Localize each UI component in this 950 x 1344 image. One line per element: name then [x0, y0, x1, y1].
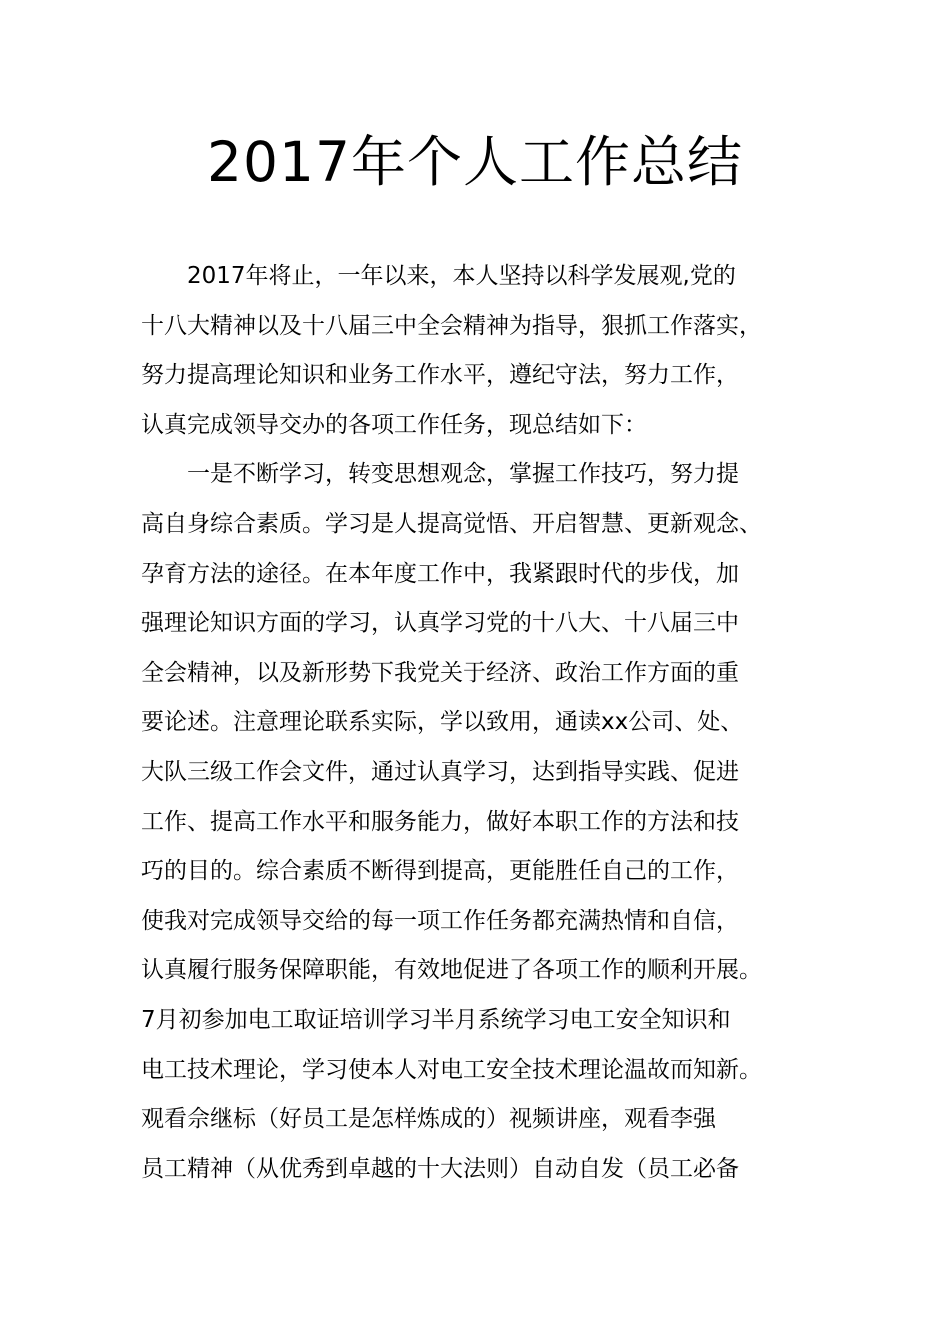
paragraph-2-line-15: 员工精神（从优秀到卓越的十大法则）自动自发（员工必备 — [141, 1155, 739, 1182]
paragraph-2-line-3: 孕育方法的途径。在本年度工作中，我紧跟时代的步伐，加 — [141, 560, 739, 587]
paragraph-2-line-9: 巧的目的。综合素质不断得到提高，更能胜任自己的工作， — [141, 858, 739, 885]
paragraph-2-line-6: 要论述。注意理论联系实际，学以致用，通读xx公司、处、 — [141, 709, 744, 736]
paragraph-2-line-2: 高自身综合素质。学习是人提高觉悟、开启智慧、更新观念、 — [141, 510, 762, 537]
paragraph-2-line-14: 观看佘继标（好员工是怎样炼成的）视频讲座，观看李强 — [141, 1106, 716, 1133]
paragraph-1-line-4: 认真完成领导交办的各项工作任务，现总结如下： — [141, 411, 647, 438]
paragraph-2-line-4: 强理论知识方面的学习，认真学习党的十八大、十八届三中 — [141, 610, 739, 637]
paragraph-1-line-3: 努力提高理论知识和业务工作水平，遵纪守法，努力工作， — [141, 362, 739, 389]
paragraph-1-line-1: 2017年将止，一年以来，本人坚持以科学发展观,党的 — [187, 263, 736, 289]
paragraph-2-line-13: 电工技术理论，学习使本人对电工安全技术理论温故而知新。 — [141, 1056, 762, 1083]
paragraph-2-line-10: 使我对完成领导交给的每一项工作任务都充满热情和自信， — [141, 907, 739, 934]
paragraph-2-line-8: 工作、提高工作水平和服务能力，做好本职工作的方法和技 — [141, 808, 739, 835]
paragraph-2-line-1: 一是不断学习，转变思想观念，掌握工作技巧，努力提 — [187, 461, 739, 488]
paragraph-2-line-11: 认真履行服务保障职能，有效地促进了各项工作的顺利开展。 — [141, 957, 762, 984]
document-body — [141, 252, 841, 1194]
paragraph-2-line-12: 7月初参加电工取证培训学习半月系统学习电工安全知识和 — [141, 1006, 731, 1033]
document-title: 2017年个人工作总结 — [207, 130, 743, 194]
paragraph-2-line-7: 大队三级工作会文件，通过认真学习，达到指导实践、促进 — [141, 758, 739, 785]
paragraph-2-line-5: 全会精神，以及新形势下我党关于经济、政治工作方面的重 — [141, 659, 739, 686]
paragraph-1-line-2: 十八大精神以及十八届三中全会精神为指导，狠抓工作落实， — [141, 312, 762, 339]
